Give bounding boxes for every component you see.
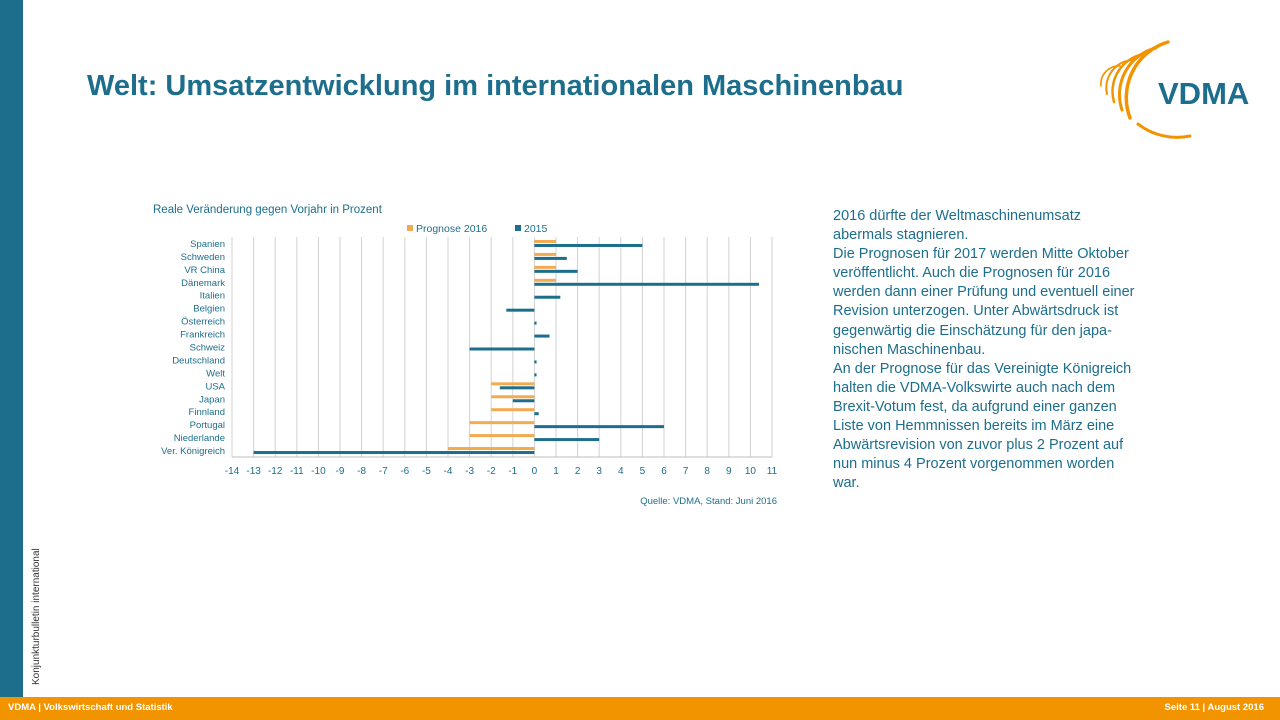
x-tick-label-7: -7 bbox=[378, 466, 388, 477]
x-tick-label-6: -8 bbox=[357, 466, 367, 477]
category-label-1: Schweden bbox=[180, 251, 225, 263]
category-label-16: Ver. Königreich bbox=[161, 446, 225, 458]
bar-2015-14 bbox=[534, 425, 664, 428]
footer-page-info: Seite 11 | August 2016 bbox=[1164, 702, 1264, 713]
legend-swatch-1 bbox=[515, 225, 521, 231]
bar-2015-9 bbox=[534, 360, 536, 363]
bar-prognose-2016-3 bbox=[534, 279, 556, 282]
x-tick-label-24: 10 bbox=[744, 466, 756, 477]
x-tick-label-16: 2 bbox=[574, 466, 581, 477]
x-tick-label-21: 7 bbox=[682, 466, 689, 477]
sidebar-label: Konjunkturbulletin international bbox=[31, 548, 42, 685]
bar-prognose-2016-16 bbox=[448, 447, 534, 450]
bar-prognose-2016-14 bbox=[470, 421, 535, 424]
x-tick-label-14: 0 bbox=[531, 466, 538, 477]
x-tick-label-11: -3 bbox=[465, 466, 475, 477]
category-label-7: Frankreich bbox=[180, 329, 225, 341]
x-tick-label-3: -11 bbox=[289, 466, 304, 477]
category-label-5: Belgien bbox=[193, 303, 225, 315]
category-label-11: USA bbox=[205, 381, 225, 393]
category-label-2: VR China bbox=[184, 264, 225, 276]
x-tick-label-2: -12 bbox=[267, 466, 283, 477]
bar-2015-1 bbox=[534, 257, 566, 260]
x-tick-label-19: 5 bbox=[639, 466, 646, 477]
category-label-4: Italien bbox=[199, 290, 225, 302]
x-tick-label-12: -2 bbox=[486, 466, 496, 477]
bar-2015-10 bbox=[534, 373, 536, 376]
bar-2015-16 bbox=[254, 451, 535, 454]
x-tick-label-8: -6 bbox=[400, 466, 410, 477]
category-label-0: Spanien bbox=[190, 238, 225, 250]
bar-prognose-2016-1 bbox=[534, 253, 556, 256]
logo-text: VDMA bbox=[1158, 76, 1250, 111]
legend-label-1: 2015 bbox=[524, 223, 548, 235]
legend-label-0: Prognose 2016 bbox=[416, 223, 488, 235]
bar-2015-4 bbox=[534, 296, 560, 299]
category-label-3: Dänemark bbox=[181, 277, 225, 289]
bar-2015-12 bbox=[513, 399, 535, 402]
x-tick-label-4: -10 bbox=[311, 466, 326, 477]
left-accent-strip bbox=[0, 0, 23, 697]
x-tick-label-13: -1 bbox=[508, 466, 518, 477]
footer-bar bbox=[0, 697, 1280, 720]
footer-left: VDMA | Volkswirtschaft und Statistik bbox=[8, 702, 173, 713]
x-tick-label-25: 11 bbox=[766, 466, 778, 477]
x-tick-label-17: 3 bbox=[596, 466, 602, 477]
chart-source: Quelle: VDMA, Stand: Juni 2016 bbox=[640, 496, 777, 507]
bar-2015-0 bbox=[534, 244, 642, 247]
description-text: 2016 dürfte der Weltmaschinenumsatz abermals stagnieren. Die Prognosen für 2017 werden Mitte Oktober veröffentlicht. Auch die Prognosen für 2016 werden dann einer Prüfung und eventuell einer Revision unterzogen. Unter Abwärtsdruck ist gegenwärtig die Einschätzung für den japa- nischen Maschinenbau. An der Prognose für das Vereinigte Königreich halten die VDMA-Volkswirte auch nach dem Brexit-Votum fest, da aufgrund einer ganzen Liste von Hemmnissen bereits im März eine Abwärtsrevision von zuvor plus 2 Prozent auf nun minus 4 Prozent vorgenommen worden war. bbox=[833, 208, 1135, 492]
category-label-9: Deutschland bbox=[172, 355, 225, 367]
bar-2015-2 bbox=[534, 270, 577, 273]
vdma-logo bbox=[1090, 34, 1270, 146]
bar-2015-7 bbox=[534, 335, 549, 338]
legend-swatch-0 bbox=[407, 225, 413, 231]
category-label-8: Schweiz bbox=[189, 342, 225, 354]
bar-prognose-2016-13 bbox=[491, 408, 534, 411]
category-label-14: Portugal bbox=[189, 420, 225, 432]
bar-prognose-2016-2 bbox=[534, 266, 556, 269]
x-tick-label-10: -4 bbox=[443, 466, 453, 477]
bar-chart bbox=[140, 195, 790, 515]
page-title: Welt: Umsatzentwicklung im internationalen Maschinenbau bbox=[87, 70, 904, 102]
category-label-10: Welt bbox=[206, 368, 225, 380]
category-label-6: Österreich bbox=[181, 316, 225, 328]
bar-prognose-2016-0 bbox=[534, 240, 556, 243]
x-tick-label-18: 4 bbox=[618, 466, 624, 477]
bar-2015-8 bbox=[470, 348, 535, 351]
x-tick-label-15: 1 bbox=[553, 466, 559, 477]
category-label-15: Niederlande bbox=[173, 433, 225, 445]
x-tick-label-9: -5 bbox=[421, 466, 431, 477]
bar-prognose-2016-15 bbox=[470, 434, 535, 437]
x-tick-label-5: -9 bbox=[335, 466, 345, 477]
category-label-12: Japan bbox=[199, 394, 225, 406]
x-tick-label-23: 9 bbox=[726, 466, 732, 477]
category-label-13: Finnland bbox=[188, 407, 225, 419]
x-tick-label-22: 8 bbox=[704, 466, 710, 477]
bar-2015-6 bbox=[534, 322, 536, 325]
bar-2015-5 bbox=[506, 309, 534, 312]
bar-prognose-2016-11 bbox=[491, 382, 534, 385]
bar-2015-15 bbox=[534, 438, 599, 441]
bar-prognose-2016-12 bbox=[491, 395, 534, 398]
x-tick-label-20: 6 bbox=[661, 466, 667, 477]
chart-title: Reale Veränderung gegen Vorjahr in Prozent bbox=[153, 204, 382, 216]
chart-category-labels bbox=[161, 239, 226, 457]
chart-bars bbox=[254, 240, 759, 454]
bar-2015-13 bbox=[534, 412, 538, 415]
x-tick-label-0: -14 bbox=[224, 466, 240, 477]
chart-legend bbox=[407, 223, 548, 235]
x-tick-label-1: -13 bbox=[246, 466, 261, 477]
chart-x-tick-labels bbox=[225, 466, 778, 477]
bar-2015-3 bbox=[534, 283, 759, 286]
bar-2015-11 bbox=[500, 386, 535, 389]
